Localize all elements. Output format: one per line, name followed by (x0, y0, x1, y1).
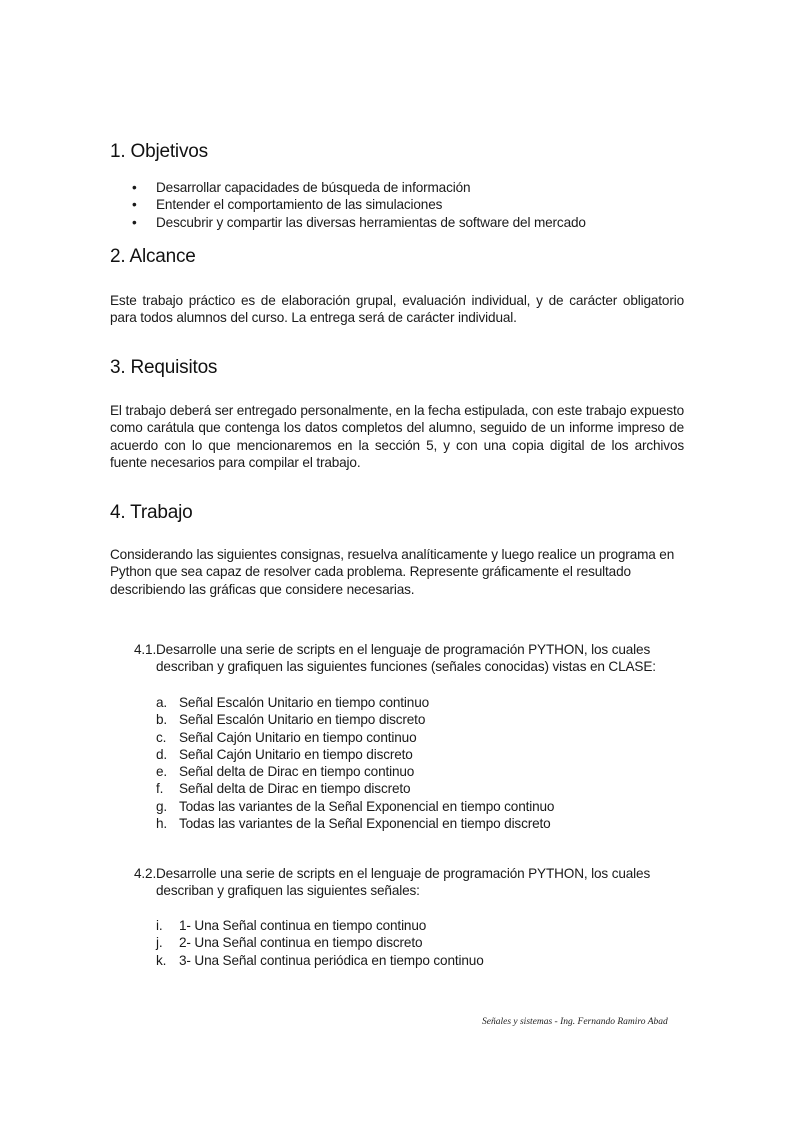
list-item: f. Señal delta de Dirac en tiempo discreto (156, 781, 411, 797)
signals-list-4-1 (156, 694, 554, 832)
signals-list-4-2 (156, 917, 484, 969)
list-item: i. 1- Una Señal continua en tiempo continuo (156, 918, 427, 933)
list-item: • Entender el comportamiento de las simulaciones (132, 197, 443, 213)
trabajo-paragraph: Considerando las siguientes consignas, resuelva analíticamente y luego realice un programa en Python que sea capaz de resolver cada problema. Represente gráficamente el resultado describiendo las gráficas que considere necesarias. (110, 547, 675, 597)
subsection-text: Desarrolle una serie de scripts en el lenguaje de programación PYTHON, los cuales describan y grafiquen las siguientes funciones (señales conocidas) vistas en CLASE: (156, 642, 656, 675)
heading-objetivos: 1. Objetivos (110, 141, 208, 162)
alcance-paragraph: Este trabajo práctico es de elaboración grupal, evaluación individual, y de carácter obligatorio para todos alumnos del curso. La entrega será de carácter individual. (110, 293, 684, 326)
bullet-icon: • (132, 197, 137, 213)
bullet-icon: • (132, 214, 137, 230)
list-item: e. Señal delta de Dirac en tiempo continuo (156, 764, 415, 780)
subsection-4-1 (134, 641, 686, 676)
requisitos-paragraph: El trabajo deberá ser entregado personalmente, en la fecha estipulada, con este trabajo expuesto como carátula que contenga los datos completos del alumno, seguido de un informe impreso de acuerdo con lo que mencionaremos en la sección 5, y con una copia digital de los archivos fuente necesarios para compilar el trabajo. (110, 403, 684, 470)
list-item: • Desarrollar capacidades de búsqueda de información (132, 180, 471, 195)
list-item: g. Todas las variantes de la Señal Exponencial en tiempo continuo (156, 798, 555, 814)
list-item: b. Señal Escalón Unitario en tiempo discreto (156, 712, 426, 728)
heading-requisitos: 3. Requisitos (110, 357, 218, 378)
list-item: • Descubrir y compartir las diversas herramientas de software del mercado (132, 214, 586, 230)
heading-alcance: 2. Alcance (110, 246, 196, 267)
list-item: c. Señal Cajón Unitario en tiempo continuo (156, 729, 417, 745)
bullet-icon: • (132, 180, 137, 195)
heading-trabajo: 4. Trabajo (110, 502, 193, 523)
subsection-number: 4.2. (134, 866, 157, 881)
subsection-4-2 (134, 865, 686, 900)
subsection-number: 4.1. (134, 642, 157, 657)
page-footer: Señales y sistemas - Ing. Fernando Ramiro Abad (482, 1017, 668, 1027)
list-item: h. Todas las variantes de la Señal Exponencial en tiempo discreto (156, 816, 551, 832)
list-item: a. Señal Escalón Unitario en tiempo continuo (156, 695, 430, 710)
list-item: j. 2- Una Señal continua en tiempo discreto (156, 935, 423, 951)
list-item: d. Señal Cajón Unitario en tiempo discreto (156, 746, 413, 762)
objetivos-list (132, 179, 586, 231)
subsection-text: Desarrolle una serie de scripts en el lenguaje de programación PYTHON, los cuales describan y grafiquen las siguientes señales: (156, 866, 651, 899)
list-item: k. 3- Una Señal continua periódica en tiempo continuo (156, 952, 484, 968)
